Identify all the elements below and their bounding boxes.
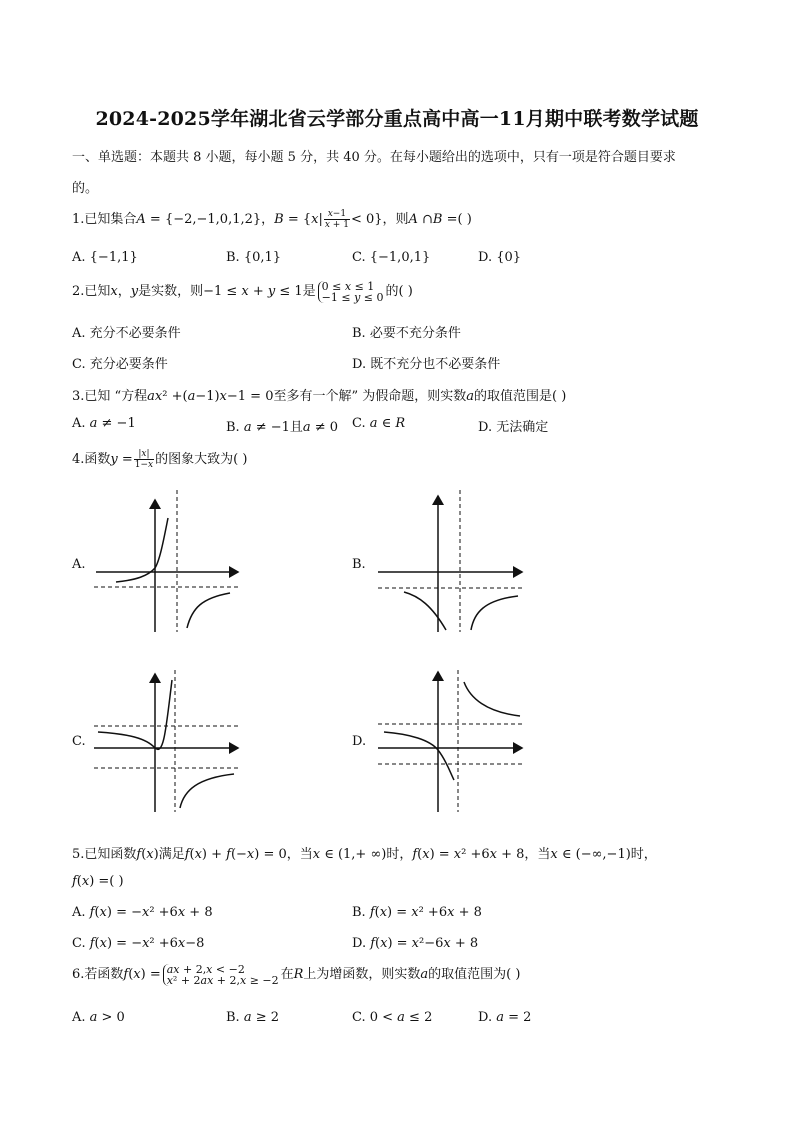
q5-option-d: D. 𝑓(𝑥) = 𝑥²−6𝑥 + 8 <box>352 936 479 951</box>
question-3: 3.已知 “方程𝑎𝑥² +(𝑎−1)𝑥−1 = 0至多有一个解” 为假命题，则实数𝑎的取值范围是( ) <box>72 389 567 404</box>
q1-option-a: A. {−1,1} <box>72 250 138 265</box>
question-1-pre: 1.已知集合𝐴 = {−2,−1,0,1,2}，𝐵 = {𝑥| <box>72 212 323 227</box>
question-4-pre: 4.函数𝑦 = <box>72 452 133 467</box>
graph-a-label: A. <box>72 557 86 572</box>
question-5-line2: 𝑓(𝑥) =( ) <box>72 874 124 889</box>
q5-option-b: B. 𝑓(𝑥) = 𝑥² +6𝑥 + 8 <box>352 905 482 920</box>
question-2-post: 的( ) <box>385 284 413 299</box>
piece-row-2: 𝑥² + 2𝑎𝑥 + 2,𝑥 ≥ −2 <box>166 973 279 987</box>
fraction-denominator: 1−𝑥 <box>134 460 154 470</box>
graph-d-label: D. <box>352 734 367 749</box>
question-1-post: < 0}，则𝐴 ∩𝐵 =( ) <box>350 212 472 227</box>
q1-option-b: B. {0,1} <box>226 250 282 265</box>
question-6-post: 在𝑅上为增函数，则实数𝑎的取值范围为( ) <box>280 967 521 982</box>
system-row-2: −1 ≤ 𝑦 ≤ 0 <box>321 290 384 304</box>
section-heading-line2: 的。 <box>72 181 99 196</box>
q5-option-c: C. 𝑓(𝑥) = −𝑥² +6𝑥−8 <box>72 936 205 951</box>
curve-right-branch <box>471 596 518 630</box>
curve-left-branch <box>404 592 446 630</box>
curve-left-branch <box>98 680 172 749</box>
system-row-1: 0 ≤ 𝑥 ≤ 1 <box>321 279 375 293</box>
question-2 <box>72 280 413 303</box>
graph-d <box>374 668 534 814</box>
q2-option-c: C. 充分必要条件 <box>72 357 168 372</box>
q6-option-c: C. 0 < 𝑎 ≤ 2 <box>352 1010 433 1025</box>
question-4-fraction <box>134 449 154 470</box>
question-2-system <box>318 281 384 303</box>
q6-option-a: A. 𝑎 > 0 <box>72 1010 125 1025</box>
q1-option-d: D. {0} <box>478 250 522 265</box>
q2-option-d: D. 既不充分也不必要条件 <box>352 357 501 372</box>
page-title: 2024-2025学年湖北省云学部分重点高中高一11月期中联考数学试题 <box>95 108 699 130</box>
question-4-post: 的图象大致为( ) <box>155 452 248 467</box>
graph-b-label: B. <box>352 557 366 572</box>
piece-row-1: 𝑎𝑥 + 2,𝑥 < −2 <box>166 962 245 976</box>
question-6 <box>72 963 520 986</box>
q2-option-b: B. 必要不充分条件 <box>352 326 461 341</box>
question-6-pre: 6.若函数𝑓(𝑥) = <box>72 967 161 982</box>
q5-option-a: A. 𝑓(𝑥) = −𝑥² +6𝑥 + 8 <box>72 905 213 920</box>
curve-right-branch <box>187 593 230 628</box>
fraction-numerator: 𝑥−1 <box>324 209 350 220</box>
curve-left-branch <box>384 732 454 780</box>
question-1 <box>72 208 472 230</box>
q3-option-d: D. 无法确定 <box>478 420 549 435</box>
q3-option-a: A. 𝑎 ≠ −1 <box>72 416 136 431</box>
q6-option-b: B. 𝑎 ≥ 2 <box>226 1010 279 1025</box>
question-4 <box>72 448 247 470</box>
question-2-pre: 2.已知𝑥，𝑦是实数，则−1 ≤ 𝑥 + 𝑦 ≤ 1是 <box>72 284 316 299</box>
question-5-line1: 5.已知函数𝑓(𝑥)满足𝑓(𝑥) + 𝑓(−𝑥) = 0，当𝑥 ∈ (1,+ ∞)时，𝑓(𝑥) = 𝑥² +6𝑥 + 8，当𝑥 ∈ (−∞,−1)时， <box>72 847 657 862</box>
graph-c <box>88 668 248 814</box>
fraction-numerator: |𝑥| <box>134 449 154 460</box>
graph-c-label: C. <box>72 734 86 749</box>
q3-option-b: B. 𝑎 ≠ −1且𝑎 ≠ 0 <box>226 420 339 435</box>
q6-option-d: D. 𝑎 = 2 <box>478 1010 532 1025</box>
question-6-piecewise <box>163 964 279 986</box>
question-1-fraction <box>324 209 350 230</box>
graph-a <box>88 488 248 634</box>
graph-b <box>374 488 534 634</box>
q2-option-a: A. 充分不必要条件 <box>72 326 181 341</box>
q3-option-c: C. 𝑎 ∈ 𝑅 <box>352 416 406 431</box>
q1-option-c: C. {−1,0,1} <box>352 250 431 265</box>
curve-right-branch <box>464 682 520 716</box>
curve-right-branch <box>180 774 234 808</box>
section-heading-line1: 一、单选题：本题共 8 小题，每小题 5 分，共 40 分。在每小题给出的选项中，只有一项是符合题目要求 <box>72 150 676 165</box>
fraction-denominator: 𝑥 + 1 <box>324 220 349 230</box>
